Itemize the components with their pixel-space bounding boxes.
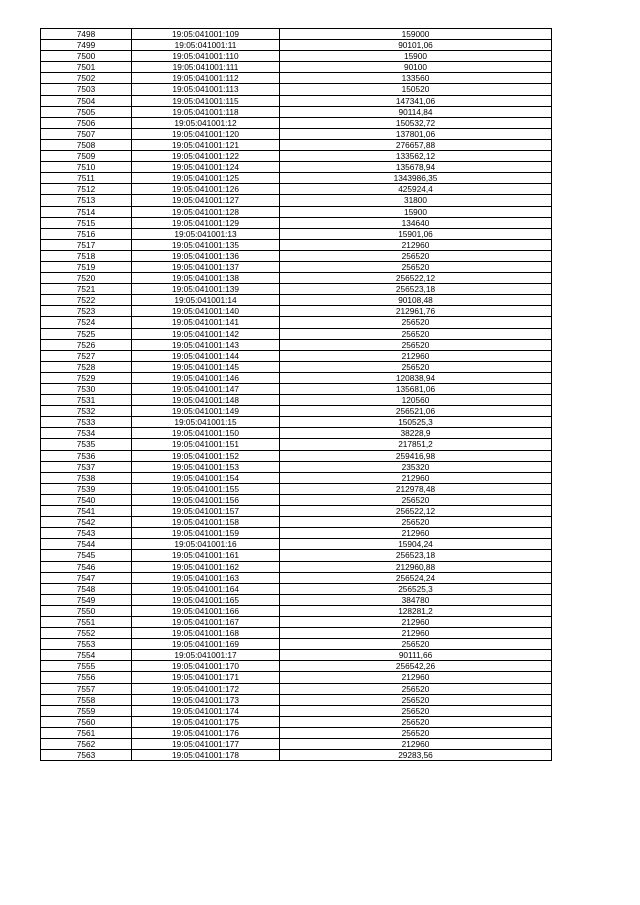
table-row xyxy=(41,605,552,616)
row-number-cell: 7539 xyxy=(41,483,132,494)
row-number-cell: 7548 xyxy=(41,583,132,594)
table-row xyxy=(41,339,552,350)
value-cell: 212960 xyxy=(280,239,552,250)
value-cell: 212960 xyxy=(280,472,552,483)
value-cell: 133562,12 xyxy=(280,151,552,162)
cadastral-number-cell: 19:05:041001:162 xyxy=(132,561,280,572)
value-cell: 256542,26 xyxy=(280,661,552,672)
table-row xyxy=(41,350,552,361)
row-number-cell: 7518 xyxy=(41,250,132,261)
cadastral-number-cell: 19:05:041001:172 xyxy=(132,683,280,694)
table-row xyxy=(41,417,552,428)
cadastral-number-cell: 19:05:041001:175 xyxy=(132,716,280,727)
table-row xyxy=(41,450,552,461)
cadastral-number-cell: 19:05:041001:151 xyxy=(132,439,280,450)
table-row xyxy=(41,428,552,439)
value-cell: 217851,2 xyxy=(280,439,552,450)
cadastral-number-cell: 19:05:041001:152 xyxy=(132,450,280,461)
cadastral-number-cell: 19:05:041001:177 xyxy=(132,739,280,750)
row-number-cell: 7503 xyxy=(41,84,132,95)
cadastral-number-cell: 19:05:041001:154 xyxy=(132,472,280,483)
cadastral-number-cell: 19:05:041001:143 xyxy=(132,339,280,350)
row-number-cell: 7547 xyxy=(41,572,132,583)
table-row xyxy=(41,561,552,572)
cadastral-number-cell: 19:05:041001:156 xyxy=(132,494,280,505)
cadastral-number-cell: 19:05:041001:149 xyxy=(132,406,280,417)
value-cell: 90100 xyxy=(280,62,552,73)
row-number-cell: 7558 xyxy=(41,694,132,705)
row-number-cell: 7531 xyxy=(41,395,132,406)
value-cell: 147341,06 xyxy=(280,95,552,106)
table-row xyxy=(41,284,552,295)
value-cell: 150520 xyxy=(280,84,552,95)
cadastral-number-cell: 19:05:041001:138 xyxy=(132,273,280,284)
cadastral-number-cell: 19:05:041001:167 xyxy=(132,616,280,627)
table-row xyxy=(41,672,552,683)
value-cell: 256520 xyxy=(280,317,552,328)
cadastral-number-cell: 19:05:041001:113 xyxy=(132,84,280,95)
row-number-cell: 7543 xyxy=(41,528,132,539)
row-number-cell: 7501 xyxy=(41,62,132,73)
row-number-cell: 7510 xyxy=(41,162,132,173)
value-cell: 212961,76 xyxy=(280,306,552,317)
table-row xyxy=(41,40,552,51)
cadastral-number-cell: 19:05:041001:145 xyxy=(132,361,280,372)
value-cell: 425924,4 xyxy=(280,184,552,195)
value-cell: 38228,9 xyxy=(280,428,552,439)
cadastral-number-cell: 19:05:041001:178 xyxy=(132,750,280,761)
value-cell: 256523,18 xyxy=(280,284,552,295)
cadastral-number-cell: 19:05:041001:135 xyxy=(132,239,280,250)
table-row xyxy=(41,739,552,750)
table-row xyxy=(41,95,552,106)
table-row xyxy=(41,84,552,95)
value-cell: 256522,12 xyxy=(280,506,552,517)
cadastral-number-cell: 19:05:041001:16 xyxy=(132,539,280,550)
row-number-cell: 7525 xyxy=(41,328,132,339)
cadastral-number-cell: 19:05:041001:150 xyxy=(132,428,280,439)
table-row xyxy=(41,273,552,284)
row-number-cell: 7498 xyxy=(41,29,132,40)
table-row xyxy=(41,395,552,406)
table-row xyxy=(41,295,552,306)
cadastral-number-cell: 19:05:041001:112 xyxy=(132,73,280,84)
value-cell: 15901,06 xyxy=(280,228,552,239)
cadastral-number-cell: 19:05:041001:120 xyxy=(132,128,280,139)
value-cell: 256520 xyxy=(280,250,552,261)
row-number-cell: 7524 xyxy=(41,317,132,328)
row-number-cell: 7552 xyxy=(41,628,132,639)
value-cell: 159000 xyxy=(280,29,552,40)
cadastral-number-cell: 19:05:041001:126 xyxy=(132,184,280,195)
value-cell: 29283,56 xyxy=(280,750,552,761)
row-number-cell: 7533 xyxy=(41,417,132,428)
value-cell: 212960 xyxy=(280,739,552,750)
table-row xyxy=(41,639,552,650)
table-row xyxy=(41,572,552,583)
table-row xyxy=(41,184,552,195)
value-cell: 256520 xyxy=(280,328,552,339)
cadastral-number-cell: 19:05:041001:155 xyxy=(132,483,280,494)
value-cell: 15904,24 xyxy=(280,539,552,550)
row-number-cell: 7526 xyxy=(41,339,132,350)
value-cell: 256520 xyxy=(280,639,552,650)
cadastral-number-cell: 19:05:041001:110 xyxy=(132,51,280,62)
cadastral-number-cell: 19:05:041001:148 xyxy=(132,395,280,406)
table-row xyxy=(41,727,552,738)
row-number-cell: 7522 xyxy=(41,295,132,306)
value-cell: 256520 xyxy=(280,361,552,372)
table-row xyxy=(41,384,552,395)
table-row xyxy=(41,306,552,317)
table-row xyxy=(41,173,552,184)
value-cell: 212960,88 xyxy=(280,561,552,572)
table-row xyxy=(41,29,552,40)
cadastral-number-cell: 19:05:041001:122 xyxy=(132,151,280,162)
row-number-cell: 7536 xyxy=(41,450,132,461)
value-cell: 128281,2 xyxy=(280,605,552,616)
value-cell: 259416,98 xyxy=(280,450,552,461)
table-row xyxy=(41,372,552,383)
table-row xyxy=(41,317,552,328)
table-row xyxy=(41,550,552,561)
value-cell: 256523,18 xyxy=(280,550,552,561)
table-row xyxy=(41,683,552,694)
row-number-cell: 7541 xyxy=(41,506,132,517)
value-cell: 256520 xyxy=(280,494,552,505)
value-cell: 256520 xyxy=(280,517,552,528)
table-row xyxy=(41,661,552,672)
value-cell: 212960 xyxy=(280,628,552,639)
row-number-cell: 7506 xyxy=(41,117,132,128)
value-cell: 90108,48 xyxy=(280,295,552,306)
table-row xyxy=(41,716,552,727)
table-row xyxy=(41,628,552,639)
table-row xyxy=(41,583,552,594)
table-row xyxy=(41,73,552,84)
table-row xyxy=(41,539,552,550)
cadastral-number-cell: 19:05:041001:139 xyxy=(132,284,280,295)
document-page xyxy=(40,28,551,761)
cadastral-number-cell: 19:05:041001:111 xyxy=(132,62,280,73)
row-number-cell: 7557 xyxy=(41,683,132,694)
cadastral-number-cell: 19:05:041001:137 xyxy=(132,261,280,272)
row-number-cell: 7516 xyxy=(41,228,132,239)
value-cell: 137801,06 xyxy=(280,128,552,139)
cadastral-number-cell: 19:05:041001:142 xyxy=(132,328,280,339)
cadastral-number-cell: 19:05:041001:129 xyxy=(132,217,280,228)
cadastral-number-cell: 19:05:041001:115 xyxy=(132,95,280,106)
row-number-cell: 7519 xyxy=(41,261,132,272)
value-cell: 120838,94 xyxy=(280,372,552,383)
cadastral-number-cell: 19:05:041001:168 xyxy=(132,628,280,639)
row-number-cell: 7511 xyxy=(41,173,132,184)
cadastral-number-cell: 19:05:041001:11 xyxy=(132,40,280,51)
row-number-cell: 7530 xyxy=(41,384,132,395)
cadastral-number-cell: 19:05:041001:127 xyxy=(132,195,280,206)
row-number-cell: 7517 xyxy=(41,239,132,250)
row-number-cell: 7562 xyxy=(41,739,132,750)
cadastral-number-cell: 19:05:041001:153 xyxy=(132,461,280,472)
value-cell: 256520 xyxy=(280,339,552,350)
cadastral-number-cell: 19:05:041001:164 xyxy=(132,583,280,594)
cadastral-number-cell: 19:05:041001:14 xyxy=(132,295,280,306)
row-number-cell: 7532 xyxy=(41,406,132,417)
cadastral-number-cell: 19:05:041001:173 xyxy=(132,694,280,705)
value-cell: 256521,06 xyxy=(280,406,552,417)
row-number-cell: 7520 xyxy=(41,273,132,284)
table-row xyxy=(41,250,552,261)
value-cell: 256520 xyxy=(280,705,552,716)
cadastral-number-cell: 19:05:041001:170 xyxy=(132,661,280,672)
table-row xyxy=(41,328,552,339)
row-number-cell: 7505 xyxy=(41,106,132,117)
value-cell: 212960 xyxy=(280,350,552,361)
table-row xyxy=(41,195,552,206)
value-cell: 276657,88 xyxy=(280,139,552,150)
table-row xyxy=(41,228,552,239)
cadastral-number-cell: 19:05:041001:141 xyxy=(132,317,280,328)
cadastral-number-cell: 19:05:041001:15 xyxy=(132,417,280,428)
row-number-cell: 7500 xyxy=(41,51,132,62)
table-row xyxy=(41,151,552,162)
table-row xyxy=(41,361,552,372)
row-number-cell: 7535 xyxy=(41,439,132,450)
table-row xyxy=(41,439,552,450)
value-cell: 150532,72 xyxy=(280,117,552,128)
cadastral-number-cell: 19:05:041001:161 xyxy=(132,550,280,561)
cadastral-number-cell: 19:05:041001:146 xyxy=(132,372,280,383)
cadastral-number-cell: 19:05:041001:140 xyxy=(132,306,280,317)
value-cell: 212960 xyxy=(280,528,552,539)
table-row xyxy=(41,261,552,272)
value-cell: 120560 xyxy=(280,395,552,406)
row-number-cell: 7529 xyxy=(41,372,132,383)
row-number-cell: 7540 xyxy=(41,494,132,505)
table-row xyxy=(41,461,552,472)
value-cell: 212960 xyxy=(280,616,552,627)
row-number-cell: 7550 xyxy=(41,605,132,616)
row-number-cell: 7537 xyxy=(41,461,132,472)
table-row xyxy=(41,472,552,483)
value-cell: 256525,3 xyxy=(280,583,552,594)
cadastral-number-cell: 19:05:041001:147 xyxy=(132,384,280,395)
table-row xyxy=(41,239,552,250)
row-number-cell: 7507 xyxy=(41,128,132,139)
table-row xyxy=(41,62,552,73)
table-body xyxy=(41,29,552,761)
table-row xyxy=(41,483,552,494)
value-cell: 235320 xyxy=(280,461,552,472)
row-number-cell: 7515 xyxy=(41,217,132,228)
cadastral-number-cell: 19:05:041001:12 xyxy=(132,117,280,128)
value-cell: 212960 xyxy=(280,672,552,683)
value-cell: 256520 xyxy=(280,694,552,705)
row-number-cell: 7561 xyxy=(41,727,132,738)
table-row xyxy=(41,650,552,661)
cadastral-value-table xyxy=(40,28,552,761)
value-cell: 90101,06 xyxy=(280,40,552,51)
value-cell: 212978,48 xyxy=(280,483,552,494)
cadastral-number-cell: 19:05:041001:124 xyxy=(132,162,280,173)
value-cell: 134640 xyxy=(280,217,552,228)
table-row xyxy=(41,594,552,605)
table-row xyxy=(41,616,552,627)
cadastral-number-cell: 19:05:041001:166 xyxy=(132,605,280,616)
row-number-cell: 7513 xyxy=(41,195,132,206)
table-row xyxy=(41,705,552,716)
row-number-cell: 7560 xyxy=(41,716,132,727)
row-number-cell: 7545 xyxy=(41,550,132,561)
value-cell: 15900 xyxy=(280,51,552,62)
value-cell: 256520 xyxy=(280,683,552,694)
row-number-cell: 7504 xyxy=(41,95,132,106)
cadastral-number-cell: 19:05:041001:128 xyxy=(132,206,280,217)
cadastral-number-cell: 19:05:041001:109 xyxy=(132,29,280,40)
cadastral-number-cell: 19:05:041001:169 xyxy=(132,639,280,650)
value-cell: 256524,24 xyxy=(280,572,552,583)
row-number-cell: 7551 xyxy=(41,616,132,627)
row-number-cell: 7559 xyxy=(41,705,132,716)
row-number-cell: 7527 xyxy=(41,350,132,361)
table-row xyxy=(41,217,552,228)
value-cell: 256520 xyxy=(280,261,552,272)
value-cell: 1343986,35 xyxy=(280,173,552,184)
table-row xyxy=(41,528,552,539)
row-number-cell: 7553 xyxy=(41,639,132,650)
value-cell: 133560 xyxy=(280,73,552,84)
row-number-cell: 7534 xyxy=(41,428,132,439)
value-cell: 31800 xyxy=(280,195,552,206)
row-number-cell: 7546 xyxy=(41,561,132,572)
row-number-cell: 7556 xyxy=(41,672,132,683)
table-row xyxy=(41,506,552,517)
row-number-cell: 7509 xyxy=(41,151,132,162)
row-number-cell: 7521 xyxy=(41,284,132,295)
table-row xyxy=(41,750,552,761)
cadastral-number-cell: 19:05:041001:17 xyxy=(132,650,280,661)
value-cell: 256520 xyxy=(280,727,552,738)
cadastral-number-cell: 19:05:041001:157 xyxy=(132,506,280,517)
row-number-cell: 7555 xyxy=(41,661,132,672)
row-number-cell: 7512 xyxy=(41,184,132,195)
cadastral-number-cell: 19:05:041001:144 xyxy=(132,350,280,361)
table-row xyxy=(41,517,552,528)
table-row xyxy=(41,206,552,217)
row-number-cell: 7514 xyxy=(41,206,132,217)
table-row xyxy=(41,51,552,62)
cadastral-number-cell: 19:05:041001:13 xyxy=(132,228,280,239)
value-cell: 384780 xyxy=(280,594,552,605)
cadastral-number-cell: 19:05:041001:118 xyxy=(132,106,280,117)
row-number-cell: 7538 xyxy=(41,472,132,483)
cadastral-number-cell: 19:05:041001:171 xyxy=(132,672,280,683)
table-row xyxy=(41,139,552,150)
value-cell: 135681,06 xyxy=(280,384,552,395)
row-number-cell: 7549 xyxy=(41,594,132,605)
row-number-cell: 7523 xyxy=(41,306,132,317)
cadastral-number-cell: 19:05:041001:158 xyxy=(132,517,280,528)
table-row xyxy=(41,128,552,139)
value-cell: 150525,3 xyxy=(280,417,552,428)
table-row xyxy=(41,162,552,173)
value-cell: 256520 xyxy=(280,716,552,727)
value-cell: 90111,66 xyxy=(280,650,552,661)
row-number-cell: 7563 xyxy=(41,750,132,761)
value-cell: 256522,12 xyxy=(280,273,552,284)
value-cell: 90114,84 xyxy=(280,106,552,117)
table-row xyxy=(41,694,552,705)
cadastral-number-cell: 19:05:041001:125 xyxy=(132,173,280,184)
value-cell: 15900 xyxy=(280,206,552,217)
row-number-cell: 7528 xyxy=(41,361,132,372)
cadastral-number-cell: 19:05:041001:163 xyxy=(132,572,280,583)
cadastral-number-cell: 19:05:041001:165 xyxy=(132,594,280,605)
row-number-cell: 7499 xyxy=(41,40,132,51)
row-number-cell: 7502 xyxy=(41,73,132,84)
table-row xyxy=(41,106,552,117)
table-row xyxy=(41,406,552,417)
table-row xyxy=(41,117,552,128)
row-number-cell: 7544 xyxy=(41,539,132,550)
cadastral-number-cell: 19:05:041001:174 xyxy=(132,705,280,716)
cadastral-number-cell: 19:05:041001:176 xyxy=(132,727,280,738)
row-number-cell: 7508 xyxy=(41,139,132,150)
cadastral-number-cell: 19:05:041001:121 xyxy=(132,139,280,150)
row-number-cell: 7542 xyxy=(41,517,132,528)
row-number-cell: 7554 xyxy=(41,650,132,661)
value-cell: 135678,94 xyxy=(280,162,552,173)
cadastral-number-cell: 19:05:041001:136 xyxy=(132,250,280,261)
cadastral-number-cell: 19:05:041001:159 xyxy=(132,528,280,539)
table-row xyxy=(41,494,552,505)
